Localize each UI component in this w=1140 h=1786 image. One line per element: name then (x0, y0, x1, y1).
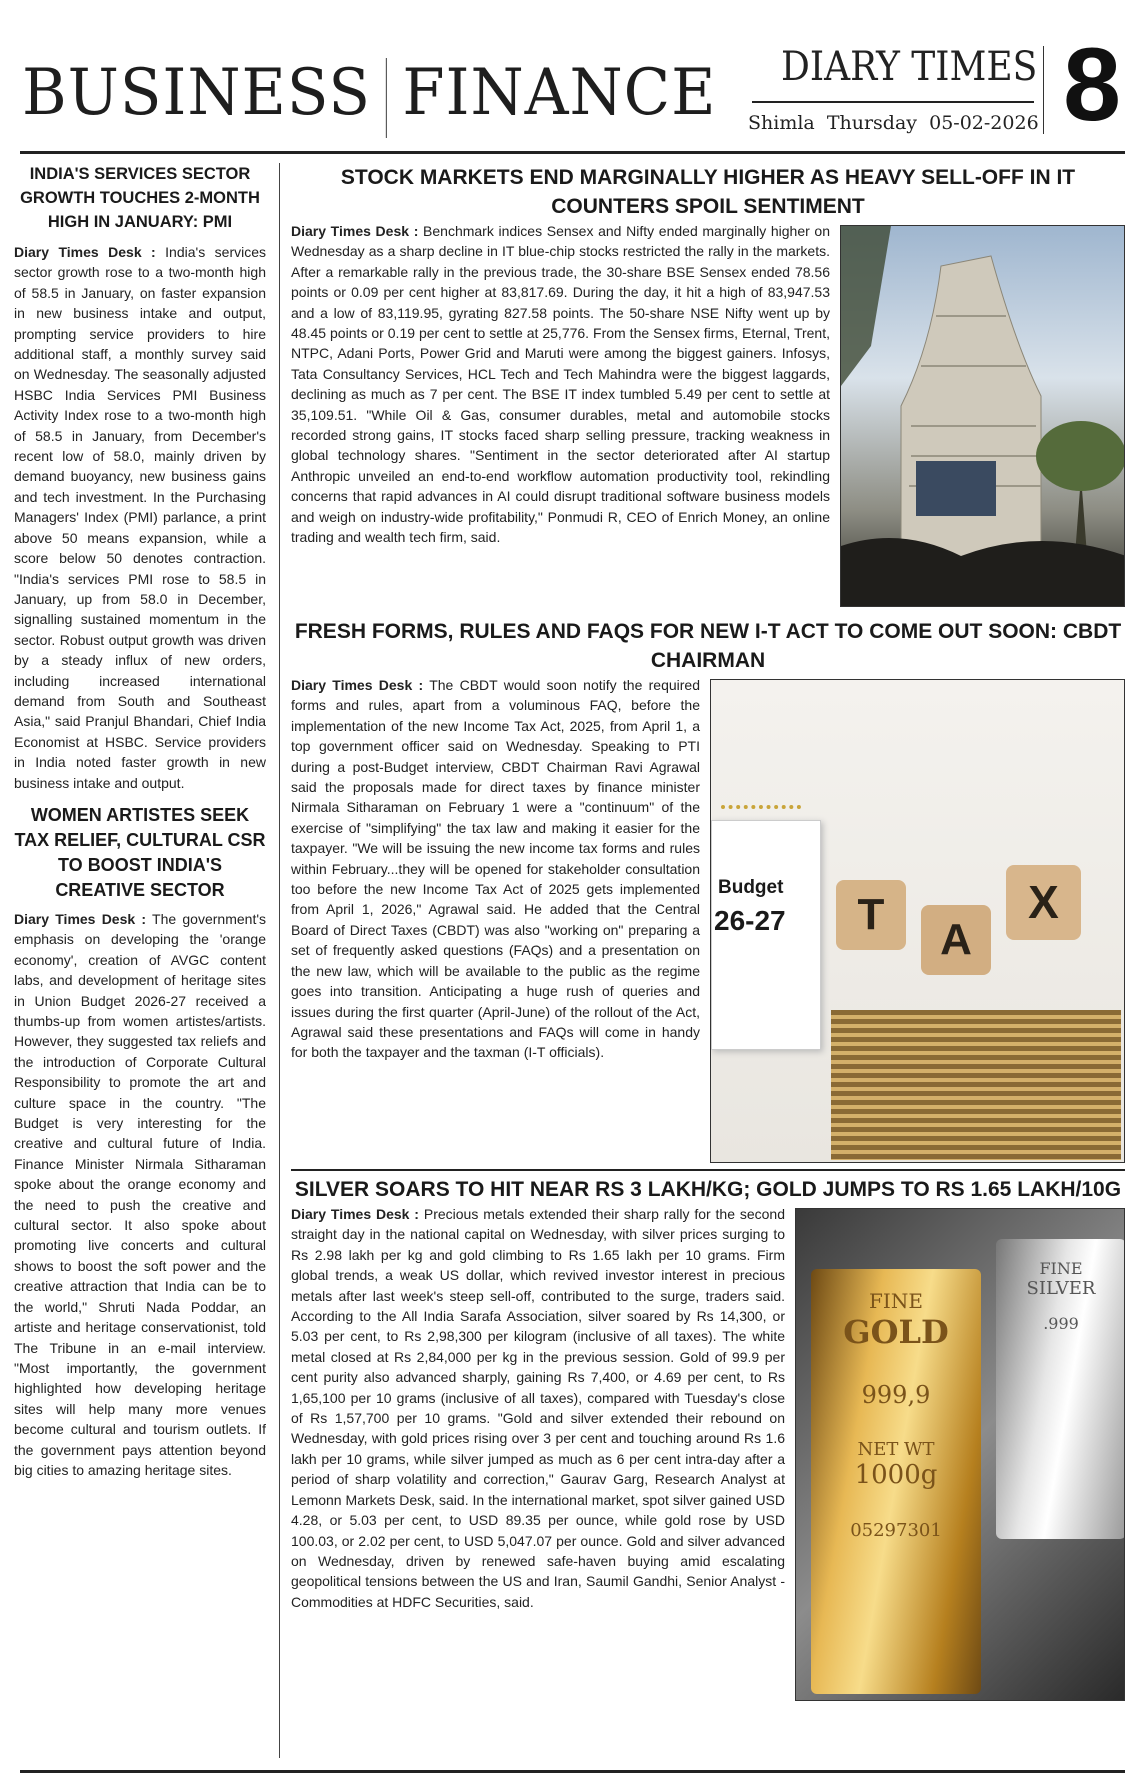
byline: Diary Times Desk : (14, 910, 147, 927)
section-right: FINANCE (402, 56, 717, 130)
gold-serial: 05297301 (850, 1520, 942, 1541)
gold-text: FINE (869, 1289, 923, 1313)
section-rule (291, 1169, 1125, 1171)
silver-text: FINE (1039, 1259, 1083, 1278)
cube-t: T (836, 880, 906, 950)
headline: SILVER SOARS TO HIT NEAR RS 3 LAKH/KG; GOLD JUMPS TO RS 1.65 LAKH/10G (294, 1178, 1122, 1201)
byline: Diary Times Desk : (14, 244, 156, 260)
footer-rule (20, 1770, 1125, 1773)
silver-text: SILVER (1026, 1278, 1096, 1299)
byline: Diary Times Desk : (291, 1206, 419, 1222)
left-column (14, 162, 266, 1480)
dateline: Shimla Thursday 05-02-2026 (748, 112, 1039, 134)
stock-exchange-photo (840, 225, 1125, 607)
article-body: The CBDT would soon notify the required forms and rules, apart from a voluminous FAQ, before the implementation of the new Income Tax Act, 2025, from April 1, a top government officer said on Wednesday. Speaking to PTI during a post-Budget interview, CBDT Chairman Ravi Agrawal said the proposals made for direct taxes by finance minister Nirmala Sitharaman on February 1 were a "continuum" of the exercise of "simplifying" the tax law and making it easier for the taxpayer. "We will be issuing the new income tax forms and rules within February...they will be opened for stakeholder consultation too before the new Income Tax Act of 2025 gets implemented from April 1, 2026," Agrawal said. He added that the Central Board of Direct Taxes (CBDT) was also "working on" preparing a set of frequently asked questions (FAQs) and a presentation on the new law, which will be available to the public as the regime goes into transition. Anticipating a huge rush of queries and issues during the first quarter (April-June) of the rollout of the Act, Agrawal said these presentations and FAQs will come in handy for both the taxpayer and the taxman (I-T officials). (291, 677, 701, 1061)
gold-weight-label: NET WT (857, 1439, 935, 1460)
paper-name: DIARY TIMES (781, 44, 1038, 90)
article-stock-markets (291, 163, 1125, 607)
silver-purity: .999 (1043, 1314, 1079, 1333)
article-cbdt (291, 617, 1125, 1163)
calendar-label: Budget (718, 877, 784, 898)
tax-budget-photo (710, 679, 1125, 1163)
cube-x: X (1006, 865, 1081, 940)
headline: INDIA'S SERVICES SECTOR GROWTH TOUCHES 2-MONTH HIGH IN JANUARY: PMI (20, 165, 260, 231)
gold-silver-photo (795, 1208, 1125, 1701)
headline: FRESH FORMS, RULES AND FAQS FOR NEW I-T ACT TO COME OUT SOON: CBDT CHAIRMAN (294, 620, 1122, 672)
article-body: Benchmark indices Sensex and Nifty ended marginally higher on Wednesday as a sharp decline in IT blue-chip stocks restricted the rally in the markets. After a remarkable rally in the previous trade, the 30-share BSE Sensex ended 78.56 points or 0.09 per cent higher at 83,817.69. During the day, it hit a high of 83,947.53 and a low of 83,119.95, gyrating 827.58 points. The 50-share NSE Nifty went up by 48.45 points or 0.19 per cent to settle at 25,776. From the Sensex firms, Eternal, Trent, NTPC, Adani Ports, Power Grid and Maruti were among the biggest gainers. Infosys, Tata Consultancy Services, HCL Tech and Tech Mahindra were the biggest laggards, declining as much as 7 per cent. The BSE IT index tumbled 5.49 per cent to settle at 35,109.51. "While Oil & Gas, consumer durables, metal and automobile stocks recorded strong gains, IT stocks faced sharp selling pressure, tracking weakness in global technology shares. "Sentiment in the sector deteriorated after AI startup Anthropic unveiled an end-to-end workflow automation productivity tool, rekindling concerns that rapid advances in AI could disrupt traditional software business models and weigh on industry-wide profitability," Ponmudi R, CEO of Enrich Money, an online trading and wealth tech firm, said. (291, 223, 831, 546)
calendar-year: 26-27 (714, 905, 786, 936)
calendar (711, 820, 821, 1050)
silver-bar (996, 1239, 1125, 1539)
article-body: India's services sector growth rose to a two-month high of 58.5 in January, on faster expansion in new business intake and output, prompting service providers to hire additional staff, a monthly survey said on Wednesday. The seasonally adjusted HSBC India Services PMI Business Activity Index rose to a two-month high of 58.5 in January, from December's recent low of 58.0, mainly driven by demand buoyancy, new business gains and tech investment. In the Purchasing Managers' Index (PMI) parlance, a print above 50 means expansion, while a score below 50 denotes contraction. "India's services PMI rose to 58.5 in January, up from 58.0 in December, signalling sustained momentum in the sector. Robust output growth was driven by a steady influx of new orders, including increased international demand from South and Southeast Asia," said Pranjul Bhandari, Chief India Economist at HSBC. Service providers in India noted faster growth in new business intake and output. (14, 244, 266, 791)
byline: Diary Times Desk : (291, 677, 424, 693)
main-column (291, 163, 1125, 1701)
coin-stacks (831, 1010, 1121, 1160)
section-title (22, 56, 716, 138)
calendar-rings (721, 805, 801, 825)
divider (386, 58, 387, 138)
header-rule (20, 151, 1125, 154)
column-divider (279, 163, 280, 1758)
article-women-artistes (14, 803, 266, 1480)
gold-weight: 1000g (854, 1460, 938, 1490)
cube-a: A (921, 905, 991, 975)
article-body: The government's emphasis on developing the 'orange economy', creation of AVGC content labs, and development of heritage sites in Union Budget 2026-27 received a thumbs-up from women artistes/artists. However, they suggested tax reliefs and the introduction of Corporate Cultural Responsibility to promote the art and culture space in the country. "The Budget is very interesting for the creative and cultural future of India. Finance Minister Nirmala Sitharaman spoke about the orange economy and the need to push the creative and cultural sector. It also spoke about promoting live concerts and cultural shows to boost the soft power and the creative attraction that India can be to the world," Shruti Nada Poddar, an artiste and heritage conservationist, told The Tribune in an e-mail interview. "Most importantly, the government highlighted how developing heritage sites will help many more venues become cultural and tourism outlets. If the government pays attention beyond big cities to amazing heritage sites. (14, 910, 266, 1478)
article-gold-silver (291, 1175, 1125, 1701)
divider (1043, 46, 1044, 134)
byline: Diary Times Desk : (291, 223, 419, 239)
divider (752, 101, 1034, 103)
section-left: BUSINESS (22, 56, 372, 130)
gold-bar (811, 1269, 981, 1694)
article-body: Precious metals extended their sharp rally for the second straight day in the national capital on Wednesday, with silver prices surging to Rs 2.98 lakh per kg and gold climbing to Rs 1.65 lakh per 10 grams. Firm global trends, a weak US dollar, which revived investor interest in precious metals after last week's steep sell-off, contributed to the surge, traders said. According to the All India Sarafa Association, silver soared by Rs 14,300, or 5.03 per cent, to Rs 2,98,300 per kilogram (inclusive of all taxes). The white metal closed at Rs 2,84,000 per kg in the previous session. Gold of 99.9 per cent purity also advanced sharply, gaining Rs 7,400, or 4.69 per cent, to Rs 1,65,100 per 10 grams (inclusive of all taxes), compared with Tuesday's close of Rs 1,57,700 per 10 grams. "Gold and silver extended their rebound on Wednesday, with gold prices rising over 3 per cent and touching around Rs 1.6 lakh per 10 grams, while silver jumped as much as 6 per cent intra-day after a period of sharp volatility and correction," Gaurav Garg, Research Analyst at Lemonn Markets Desk, said. In the international market, spot silver gained USD 4.28, or 5.03 per cent, to USD 89.35 per ounce, while gold rose by USD 100.03, or 2.02 per cent, to USD 5,047.07 per ounce. Gold and silver advanced on Wednesday, driven by renewed safe-haven buying amid escalating geopolitical tensions between the US and Iran, Saumil Gandhi, Senior Analyst - Commodities at HDFC Securities, said. (291, 1206, 786, 1610)
page-number: 8 (1063, 27, 1121, 143)
building-illustration (841, 226, 1125, 607)
headline: WOMEN ARTISTES SEEK TAX RELIEF, CULTURAL CSR TO BOOST INDIA'S CREATIVE SECTOR (14, 804, 266, 900)
gold-text: GOLD (843, 1313, 949, 1351)
gold-purity: 999,9 (861, 1381, 931, 1409)
article-services-pmi (14, 162, 266, 793)
headline: STOCK MARKETS END MARGINALLY HIGHER AS HEAVY SELL-OFF IN IT COUNTERS SPOIL SENTIMENT (340, 166, 1076, 218)
